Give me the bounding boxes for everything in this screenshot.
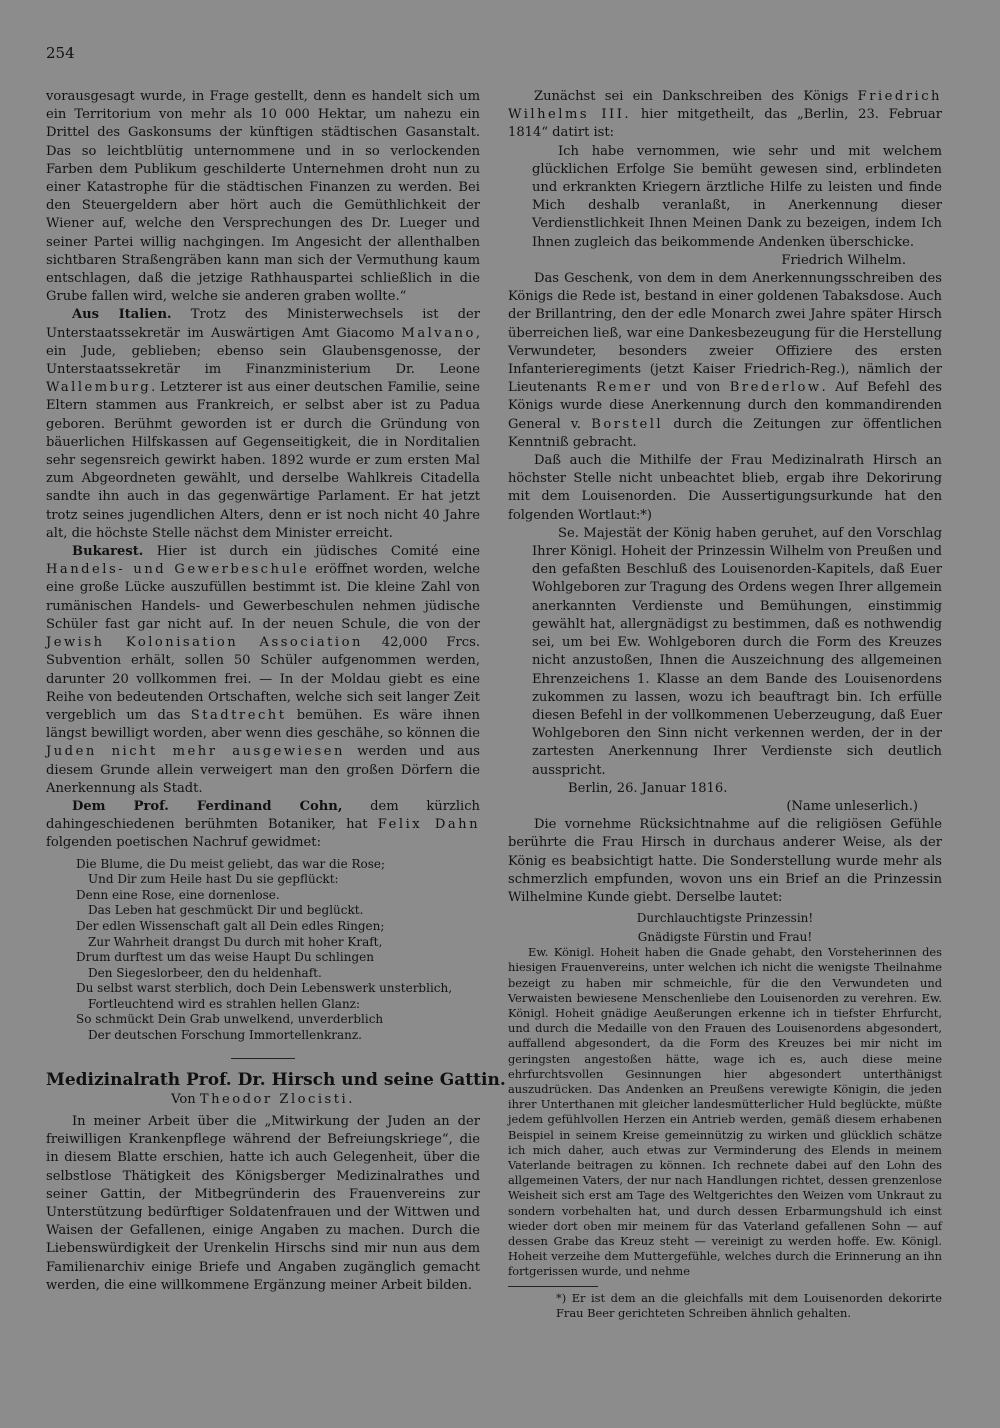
poem-line: Den Siegeslorbeer, den du heldenhaft.: [88, 965, 322, 980]
letter-urkunde: Se. Majestät der König haben geruhet, auf den Vorschlag Ihrer Königl. Hoheit der Prinzessin Wilhelm von Preußen und den gefaßten Beschluß des Louisenorden-Kapitels, daß Euer Wohlgeboren zur Tragung des Ordens wegen Ihrer allgemein anerkannten Verdienste und Bemühungen, einstimmig gewählt hat, allergnädigst zu bestimmen, daß es nothwendig sei, um bei Ew. Wohlgeboren durch die Form des Kreuzes nicht anzustoßen, Ihnen die Auszeichnung des allgemeinen Ehrenzeichens 1. Klasse an dem Bande des Louisenordens zukommen zu lassen, wozu ich beauftragt bin. Ich erfülle diesen Befehl in der vollkommenen Ueberzeugung, daß Euer Wohlgeboren den Sinn nicht verkennen werden, der in der zartesten Anerkennung Ihrer Verdienste sich deutlich ausspricht.: [532, 525, 942, 778]
section-divider: [231, 1058, 295, 1059]
section-cohn: Dem Prof. Ferdinand Cohn, dem kürzlich dahingeschiedenen berühmten Botaniker, hat Felix Dahn folgenden poetischen Nachruf gewidmet:: [46, 798, 480, 851]
paragraph-ruecksicht: Die vornehme Rücksichtnahme auf die religiösen Gefühle berührte die Frau Hirsch in durchaus anderer Weise, als der König es beabsichtigt hatte. Die Sonderstellung wurde mehr als schmerzlich empfunden, wovon uns ein Brief an die Prinzessin Wilhelmine Kunde giebt. Derselbe lautet:: [508, 817, 942, 905]
paragraph-intro: Zunächst sei ein Dankschreiben des Königs Friedrich Wilhelms III. hier mitgetheilt, das „Berlin, 23. Februar 1814“ datirt ist:: [508, 89, 943, 141]
poem-nachruf: [76, 857, 480, 1044]
article-byline: Von Theodor Zlocisti.: [171, 1091, 355, 1107]
letter-salutation-1: Durchlauchtigste Prinzessin!: [636, 911, 814, 926]
letter-signature: Friedrich Wilhelm.: [781, 252, 906, 268]
name-friedrich-wilhelm: Friedrich Wilhelms III.: [508, 89, 942, 123]
name-malvano: Malvano: [401, 325, 476, 341]
poem-line: Zur Wahrheit drangst Du durch mit hoher Kraft,: [88, 934, 383, 949]
letter-signature-unreadable: (Name unleserlich.): [786, 798, 918, 814]
poem-line: Drum durftest um das weise Haupt Du schlingen: [76, 950, 374, 965]
poem-line: Das Leben hat geschmückt Dir und beglückt.: [88, 903, 364, 918]
letter-prinzessin-body: Ew. Königl. Hoheit haben die Gnade gehabt, den Vorsteherinnen des hiesigen Frauenvereins, unter welchen ich nicht die wenigste Theilnahme bezeigt zu haben mir schmeichle, für die den Verwundeten und Verwaisten bewiesene Menschenliebe den Louisenorden zu verehren. Ew. Königl. Hoheit gnädige Aeußerungen erkenne ich in tiefster Ehrfurcht, und durch die Medaille von den Frauen des Louisenordens abgesondert, auffallend abgesondert, da die Form des Kreuzes bei mir nicht im geringsten angestoßen hätte, wage ich es, auch diese meine ehrfurchtsvollen Gesinnungen hier abgesondert unterthänigst auszudrücken. Das Andenken an Preußens verewigte Königin, die jeden ihrer Unterthanen mit gleicher landesmütterlicher Huld beglückte, müßte jedem gefühlvollen Herzen ein Antrieb werden, gemäß diesem erhabenen Beispiel in seinem Kreise gemeinnützig zu wirken und glücklich schätze ich mich daher, auch etwas zur Verminderung des Elends in meinem Vaterlande beitragen zu können. Ich rechnete dabei auf den Lohn des allgemeinen Vaters, der nur nach Handlungen richtet, dessen grenzenlose Weisheit sich erst am Tage des Weltgerichtes den Weizen vom Unkraut zu sondern vorbehalten hat, und durch dessen Erbarmungshuld ich einst wieder dort oben mir meinem für das Vaterland gefallenen Sohn — auf dessen Grabe das Kreuz steht — vereinigt zu werden hoffe. Ew. Königl. Hoheit verzeihe dem Muttergefühle, welches durch die Erinnerung an ihn fortgerissen wurde, und nehme: [508, 945, 942, 1279]
poem-line: Und Dir zum Heile hast Du sie gepflückt:: [88, 872, 339, 887]
page-number: 254: [46, 44, 75, 62]
left-column: [46, 88, 506, 1295]
footnote: *) Er ist dem an die gleichfalls mit dem Louisenorden dekorirte Frau Beer gerichteten Schreiben ähnlich gehalten.: [556, 1290, 942, 1320]
heading-bukarest: Bukarest.: [72, 544, 144, 560]
paragraph-geschenk: Das Geschenk, von dem in dem Anerkennungsschreiben des Königs die Rede ist, bestand in einer goldenen Tabaksdose. Auch der Brillantring, den der edle Monarch zwei Jahre später Hirsch überreichen ließ, war eine Dankesbezeugung für die Herstellung Verwundeter, besonders zweier Offiziere des ersten Infanterieregiments (jetzt Kaiser Friedrich-Reg.), nämlich der Lieutenants Remer und von Brederlow. Auf Befehl des Königs wurde diese Anerkennung durch den kommandirenden General v. Borstell durch die Zeitungen zur öffentlichen Kenntniß gebracht.: [508, 271, 942, 450]
right-column: [508, 88, 942, 1321]
poem-line: Die Blume, die Du meist geliebt, das war die Rose;: [76, 856, 386, 871]
letter-date: Berlin, 26. Januar 1816.: [568, 780, 728, 796]
footnote-divider: [508, 1286, 598, 1287]
letter-salutation-2: Gnädigste Fürstin und Frau!: [637, 930, 813, 945]
poem-line: Fortleuchtend wird es strahlen hellen Glanz:: [88, 996, 361, 1011]
paragraph-mithilfe: Daß auch die Mithilfe der Frau Medizinalrath Hirsch an höchster Stelle nicht unbeachtet blieb, ergab ihre Dekorirung mit dem Louisenorden. Die Aussertigungsurkunde hat den folgenden Wortlaut:*): [508, 453, 942, 523]
name-felix-dahn: Felix Dahn: [377, 817, 480, 833]
paragraph-wien-conclusion: vorausgesagt wurde, in Frage gestellt, denn es handelt sich um ein Territorium von mehr als 10 000 Hektar, um nahezu ein Drittel des Gaskonsums der künftigen städtischen Gasanstalt. Das so leichtblütig unternommene und in so verlockenden Farben dem Publikum geschilderte Unternehmen droht nun zu einer Katastrophe für die städtischen Finanzen zu werden. Bei den Steuergeldern aber hört auch die Gemüthlichkeit der Wiener auf, welche den Versprechungen des Dr. Lueger und seiner Partei willig nachgingen. Im Angesicht der allenthalben sichtbaren Straßengräben kann man sich der Vermuthung kaum entschlagen, daß die jetzige Rathhauspartei schließlich in die Grube fallen wird, welche sie anderen graben wollte.“: [46, 89, 480, 305]
section-bukarest: Bukarest. Hier ist durch ein jüdisches Comité eine Handels- und Gewerbeschule eröffnet worden, welche eine große Lücke auszufüllen bestimmt ist. Die kleine Zahl von rumänischen Handels- und Gewerbeschulen nehmen jüdische Schüler fast gar nicht auf. In der neuen Schule, die von der Jewish Kolonisation Association 42,000 Frcs. Subvention erhält, sollen 50 Schüler aufgenommen werden, darunter 20 vollkommen frei. — In der Moldau giebt es eine Reihe von bedeutenden Ortschaften, welche sich seit langer Zeit vergeblich um das Stadtrecht bemühen. Es wäre ihnen längst bewilligt worden, aber wenn dies geschähe, so können die Juden nicht mehr ausgewiesen werden und aus diesem Grunde allein verweigert man den großen Dörfern die Anerkennung als Stadt.: [46, 544, 481, 796]
section-italien: Aus Italien. Trotz des Ministerwechsels ist der Unterstaatssekretär im Auswärtigen Amt Giacomo Malvano, ein Jude, geblieben; ebenso sein Glaubensgenosse, der Unterstaatssekretär im Finanzministerium Dr. Leone Wallemburg. Letzterer ist aus einer deutschen Familie, seine Eltern stammen aus Frankreich, er selbst aber ist zu Padua geboren. Berühmt geworden ist er durch die Gründung von bäuerlichen Hilfskassen auf Gegenseitigkeit, die in Norditalien sehr segensreich gewirkt haben. 1892 wurde er zum ersten Mal zum Abgeordneten gewählt, und derselbe Wahlkreis Citadella sandte ihn auch in das gegenwärtige Parlament. Er hat jetzt trotz seines jugendlichen Alters, denn er ist noch nicht 40 Jahre alt, die höchste Stelle nächst dem Minister erreicht.: [46, 307, 480, 541]
author-name: Theodor Zlocisti.: [199, 1091, 355, 1107]
letter-dankschreiben: Ich habe vernommen, wie sehr und mit welchem glücklichen Erfolge Sie bemüht gewesen sind, erblindeten und erkrankten Kriegern ärztliche Hilfe zu leisten und finde Mich deshalb veranlaßt, in Anerkennung dieser Verdienstlichkeit Ihnen Meinen Dank zu bezeigen, indem Ich Ihnen zugleich das beikommende Andenken überschicke.: [532, 143, 942, 250]
name-wallemburg: Wallemburg: [46, 380, 152, 396]
poem-line: Der edlen Wissenschaft galt all Dein edles Ringen;: [76, 918, 385, 933]
heading-cohn: Dem Prof. Ferdinand Cohn,: [72, 798, 343, 814]
poem-line: Denn eine Rose, eine dornenlose.: [76, 887, 280, 902]
poem-line: Du selbst warst sterblich, doch Dein Lebenswerk unsterblich,: [76, 981, 453, 996]
poem-line: Der deutschen Forschung Immortellenkranz.: [88, 1028, 362, 1043]
heading-aus-italien: Aus Italien.: [72, 307, 172, 323]
article-paragraph: In meiner Arbeit über die „Mitwirkung der Juden an der freiwilligen Krankenpflege während der Befreiungskriege“, die in diesem Blatte erschien, hatte ich auch Gelegenheit, über die selbstlose Thätigkeit des Königsberger Medizinalrathes und seiner Gattin, der Mitbegründerin des Frauenvereins zur Unterstützung bedürftiger Soldatenfrauen und der Wittwen und Waisen der Gefallenen, einige Angaben zu machen. Durch die Liebenswürdigkeit der Urenkelin Hirschs sind mir nun aus dem Familienarchiv einige Briefe und Angaben zugänglich gemacht werden, die eine willkommene Ergänzung meiner Arbeit bilden.: [46, 1114, 480, 1293]
article-title: Medizinalrath Prof. Dr. Hirsch und seine Gattin.: [46, 1069, 506, 1090]
poem-line: So schmückt Dein Grab unwelkend, unverderblich: [76, 1012, 384, 1027]
